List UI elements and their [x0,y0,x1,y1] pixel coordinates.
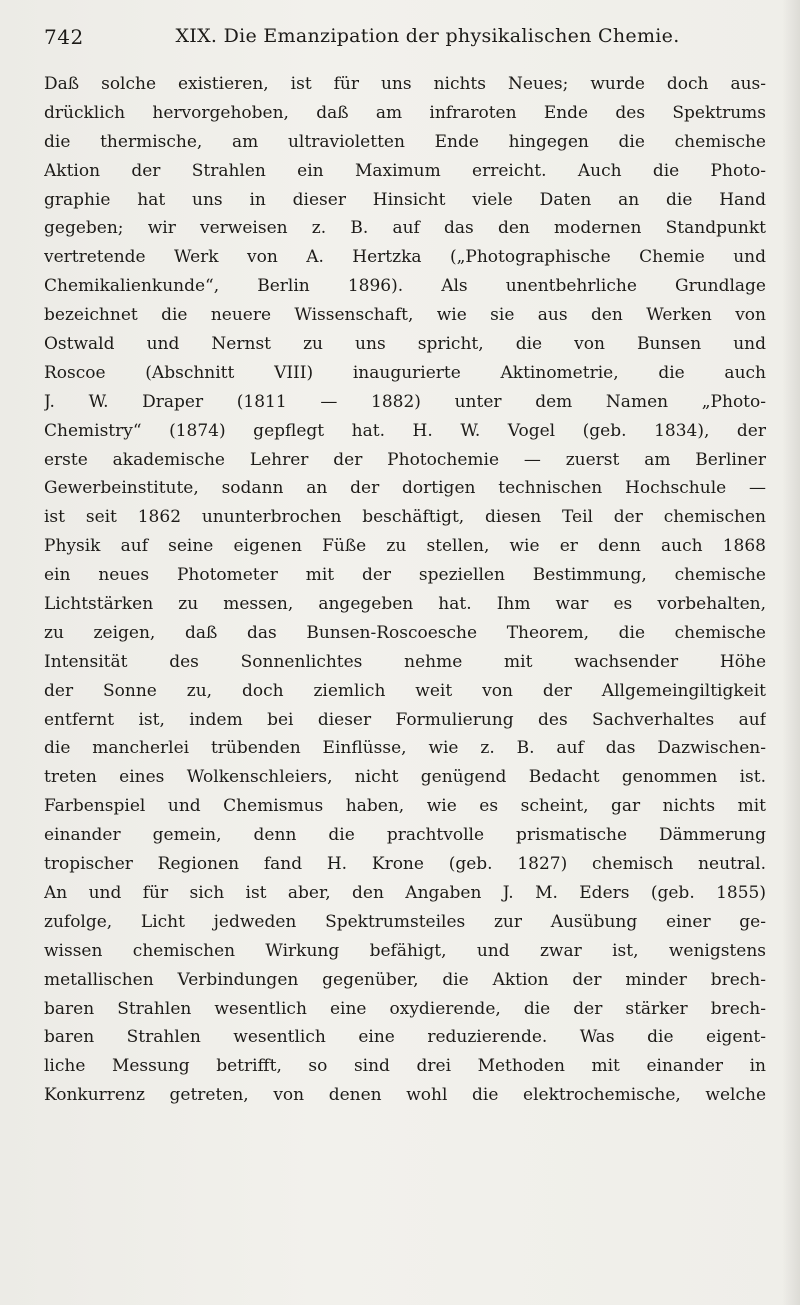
running-head: XIX. Die Emanzipation der physikalischen Chemie. [175,25,680,47]
text-line: tropischer Regionen fand H. Krone (geb. 1827) chemisch neutral. [44,854,766,875]
text-line: J. W. Draper (1811 — 1882) unter dem Namen „Photo- [44,391,766,412]
text-line: An und für sich ist aber, den Angaben J. M. Eders (geb. 1855) [44,882,766,903]
text-line: Intensität des Sonnenlichtes nehme mit wachsender Höhe [44,651,766,672]
text-line: ist seit 1862 ununterbrochen beschäftigt, diesen Teil der chemischen [44,507,766,528]
text-line: treten eines Wolkenschleiers, nicht genügend Bedacht genommen ist. [44,767,766,788]
text-line: Chemikalienkunde“, Berlin 1896). Als unentbehrliche Grundlage [44,276,766,297]
text-line: der Sonne zu, doch ziemlich weit von der Allgemeingiltigkeit [44,680,766,701]
body-text [44,70,766,1110]
text-line: zu zeigen, daß das Bunsen-Roscoesche Theorem, die chemische [44,622,766,643]
text-line: graphie hat uns in dieser Hinsicht viele Daten an die Hand [44,189,766,210]
page-header [44,20,766,54]
text-line: wissen chemischen Wirkung befähigt, und zwar ist, wenigstens [44,940,766,961]
text-line: liche Messung betrifft, so sind drei Methoden mit einander in [44,1056,766,1077]
text-line: zufolge, Licht jedweden Spektrumsteiles zur Ausübung einer ge- [44,911,766,932]
text-line: Chemistry“ (1874) gepflegt hat. H. W. Vogel (geb. 1834), der [44,420,766,441]
text-line: gegeben; wir verweisen z. B. auf das den modernen Standpunkt [44,218,766,239]
text-line: Lichtstärken zu messen, angegeben hat. Ihm war es vorbehalten, [44,594,766,615]
text-line: baren Strahlen wesentlich eine oxydierende, die der stärker brech- [44,998,766,1019]
text-line: vertretende Werk von A. Hertzka („Photographische Chemie und [44,247,766,268]
text-line: Aktion der Strahlen ein Maximum erreicht. Auch die Photo- [44,160,766,181]
page-number: 742 [44,25,84,49]
text-line: Farbenspiel und Chemismus haben, wie es scheint, gar nichts mit [44,796,766,817]
text-line: metallischen Verbindungen gegenüber, die Aktion der minder brech- [44,969,766,990]
text-line: Daß solche existieren, ist für uns nichts Neues; wurde doch aus- [44,74,766,94]
text-line: bezeichnet die neuere Wissenschaft, wie sie aus den Werken von [44,305,766,326]
text-line: baren Strahlen wesentlich eine reduzierende. Was die eigent- [44,1027,766,1048]
text-line: ein neues Photometer mit der speziellen Bestimmung, chemische [44,565,766,586]
text-line: entfernt ist, indem bei dieser Formulierung des Sachverhaltes auf [44,709,766,730]
page-edge-shadow [782,0,800,1305]
text-line: Ostwald und Nernst zu uns spricht, die von Bunsen und [44,334,766,355]
text-line: Konkurrenz getreten, von denen wohl die elektrochemische, welche [44,1085,766,1106]
text-line: Gewerbeinstitute, sodann an der dortigen technischen Hochschule — [44,478,766,499]
text-line: drücklich hervorgehoben, daß am infraroten Ende des Spektrums [44,102,766,123]
text-line: Roscoe (Abschnitt VIII) inaugurierte Aktinometrie, die auch [44,362,766,383]
text-line: Physik auf seine eigenen Füße zu stellen, wie er denn auch 1868 [44,536,766,557]
text-line: einander gemein, denn die prachtvolle prismatische Dämmerung [44,825,766,846]
text-line: die thermische, am ultravioletten Ende hingegen die chemische [44,131,766,152]
text-line: erste akademische Lehrer der Photochemie — zuerst am Berliner [44,449,766,470]
text-line: die mancherlei trübenden Einflüsse, wie z. B. auf das Dazwischen- [44,738,766,759]
